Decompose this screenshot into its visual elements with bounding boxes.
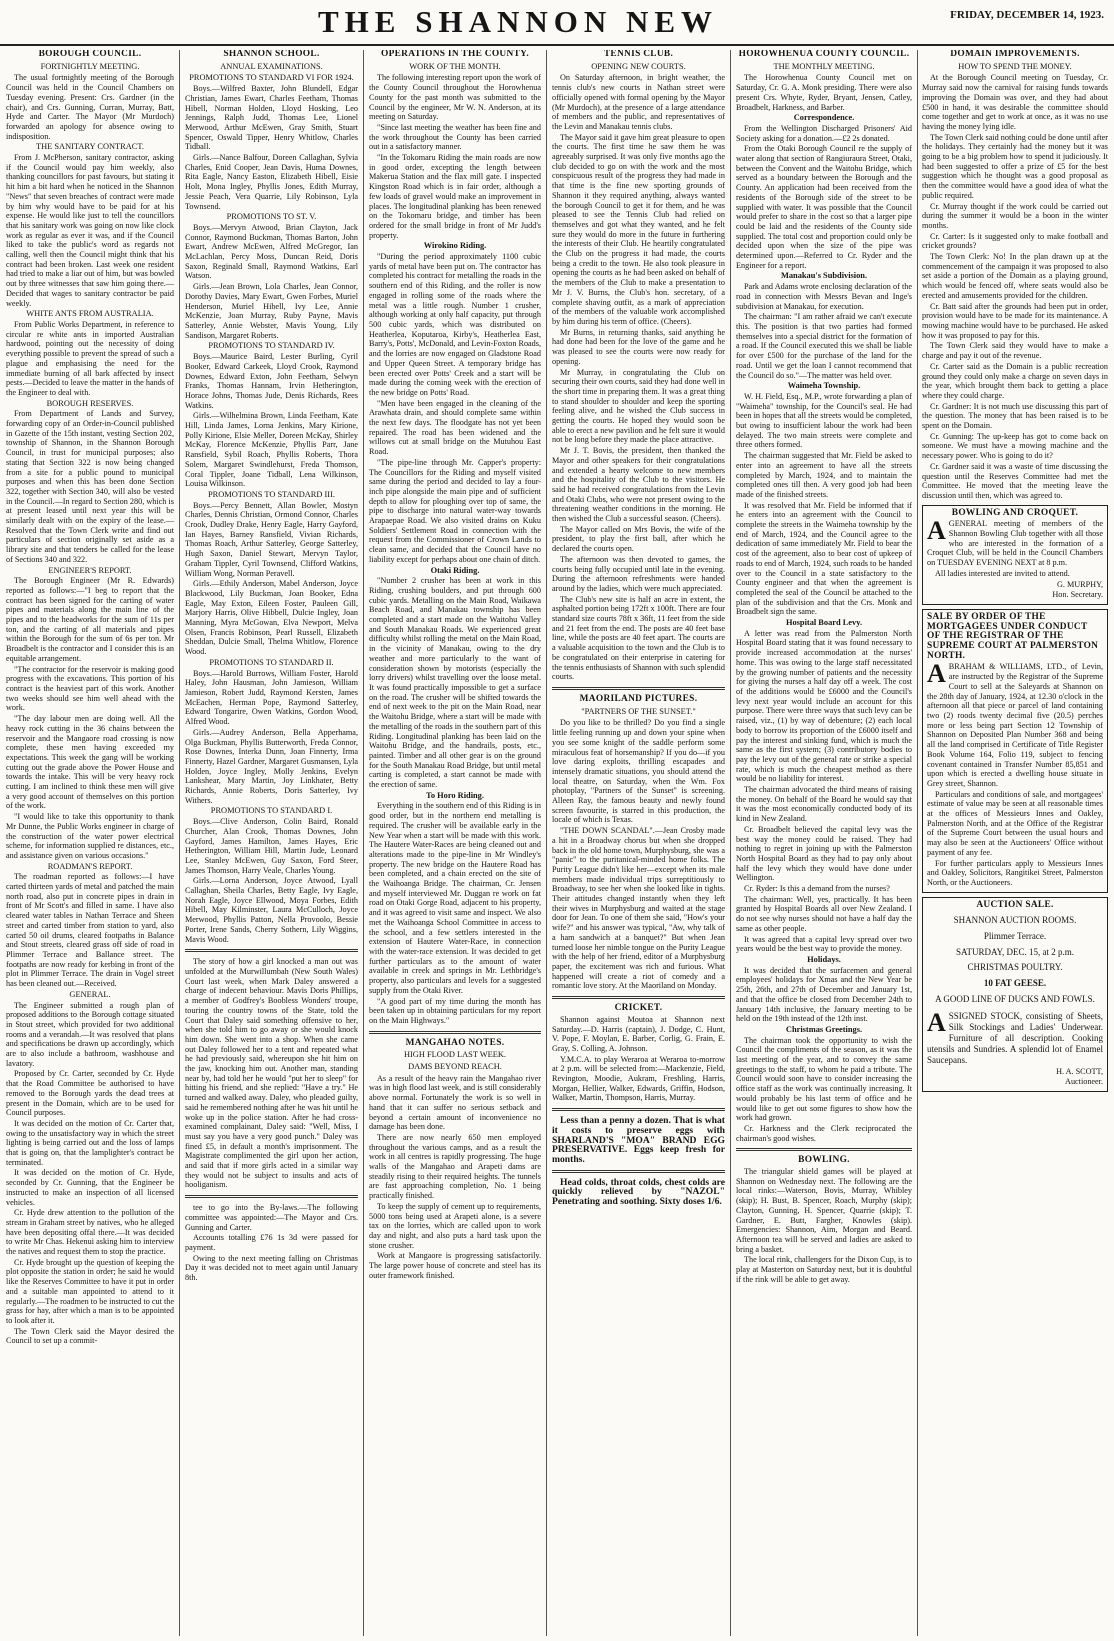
section-heading: Christmas Greetings. xyxy=(785,1024,863,1034)
paragraph: Cr. Gunning: The up-keep has got to come back on someone. We must have a mowing machine and the necessary power. Who is going to do it? xyxy=(922,431,1108,461)
advertisement-auction-sale xyxy=(922,897,1108,1092)
paragraph: At the Borough Council meeting on Tuesday, Cr. Murray said now the carnival for raising funds towards improving the Domain was over, and they had about £500 in hand, it was desirable the committee should come together and get to work at once, as it was no use having the money lying idle. xyxy=(922,73,1108,131)
paragraph: Girls.—Nance Balfour, Doreen Callaghan, Sylvia Charles, Enid Cooper, Jean Davis, Huma Downes, Rita Eagle, Nancy Easton, Elizabeth Hibell, Eisie Holt, Mona Ingley, Phyllis Jones, Edith Murray, Jessie Peach, Vera Quarrie, Lily Robinson, Lyla Townsend. xyxy=(185,153,358,211)
article-subheading: THE MONTHLY MEETING. xyxy=(773,61,875,71)
paragraph: From Department of Lands and Survey, forwarding copy of an Order-in-Council published in Gazette of the 15th instant, vesting Section 202, township of Shannon, in the Shannon Borough Council, in trust for municipal purposes; also stating that Section 322 is now being changed from a site for a public pound to municipal purposes and when this has been done Section 322, together with Section 340, will also be vested in the Council.—In regard to Section 280, which is at present leased until next year this will be similarly dealt with on the expiry of the lease.—Resolved that the Town Clerk write and find out particulars of section originally set aside as a library site and that tenders be called for the lease of Sections 340 and 322. xyxy=(6,409,174,564)
paragraph: "THE DOWN SCANDAL".—Jean Crosby made a hit in a Broadway chorus but when she dropped back in the old home town, Murphysburg, she was a "panic" to the puritanical-minded home folks. The Purity League didn't like her—except when its male members made individual trips surreptitiously to Broadway, to see her when she looked like in tights. Their attitudes changed instantly when they left their wives in Murphysburg and waited at the stage door for Jean. To one of them she said, "How's your wife?" and his answer was typical, "Aw, why talk of a ham sandwich at a banquet?" But when Jean turned loose her nimble tongue on the Purity League with the help of her friend, editor of a Murphysburg paper, the excitement was rich and furious. What happened will create a riot of comedy and a romantic love story. At the Maoriland on Monday. xyxy=(552,826,725,991)
ad-heading: AUCTION SALE. xyxy=(976,899,1054,910)
paragraph: "Since last meeting the weather has been fine and the work throughout the County has been carried out in a satisfactory manner. xyxy=(369,122,541,152)
paragraph: "A good part of my time during the month has been taken up in obtaining particulars for my report on the Main Highways." xyxy=(369,996,541,1025)
paragraph: To keep the supply of cement up to requirements, 5000 tons being used at Arapeti alone, is a severe tax on the lorries, which are called upon to work day and night, and also puts a hard task upon the stone crusher. xyxy=(369,1201,541,1250)
section-heading: PROMOTIONS TO ST. V. xyxy=(226,212,317,222)
paragraph: From Public Works Department, in reference to circular re white ants in imported Australian hardwood, pointing out the necessity of doing everything possible to prevent the spread of such a plague and emphasising the need for the immediate burning of all bark affected by insect pests.—Decided to leave the matter in the hands of the Engineer to deal with. xyxy=(6,319,174,397)
paragraph: The following interesting report upon the work of the County Council throughout the Horowhenua County for the past month was submitted to the Council by the engineer, Mr W. N. Anderson, at its meeting on Saturday. xyxy=(369,73,541,122)
paragraph: It was resolved that Mr. Field be informed that if he enters into an agreement with the Council to complete the streets in the Waimeha township by the end of March, 1924, and the Council agree to the dedication of same immediately Mr. Field to bear the cost of the agreement, also to bear cost of upkeep of roads to end of March, 1924, such roads to be handed over to the Council in a state satisfactory to the County engineer and that when the agreement is completed the seal of the Council be attached to the plan of the subdivision and that the Crs. Monk and Broadbelt sign the same. xyxy=(736,500,912,617)
divider xyxy=(185,1195,358,1198)
section-heading: GENERAL. xyxy=(69,989,111,999)
section-heading: To Horo Riding. xyxy=(426,790,484,800)
article-subheading: OPENING NEW COURTS. xyxy=(591,61,686,71)
paragraph: W. H. Field, Esq., M.P., wrote forwarding a plan of "Waimeha" township, for the Council's seal. He had been in hopes that all the streets would be completed, but owing to insufficient labour the work had been delayed. The two main streets were complete and three others formed. xyxy=(736,391,912,450)
section-heading: Correspondence. xyxy=(793,113,855,123)
section-heading: Otaki Riding. xyxy=(430,565,480,575)
paragraph: Cr. Murray thought if the work could be carried out during the summer it would be a boon in the winter months. xyxy=(922,201,1108,230)
paragraph: "During the period approximately 1100 cubic yards of metal have been put on. The contractor has completed his contract for metalling the roads in the southern end of this Riding, and the roller is now engaged in rolling some of the roads where the metal was a little rough. Number 1 crusher, although working at only half capacity, put through 500 cubic yards, which was distributed on Heatherlea, Koputaroa, Kirby's, Heatherlea East, Barry's, Potts', McDonald, and Levin-Foxton Roads, and the lorries are now engaged on Gladstone Road and Upper Queen Street. A temporary bridge has been erected over Potts' Creek and a start will be made during the coming week with the erection of the new bridge on Potts' Road. xyxy=(369,252,541,397)
ad-line: A GOOD LINE OF DUCKS AND FOWLS. xyxy=(935,993,1095,1004)
ad-signature: H. A. SCOTT, xyxy=(1056,1066,1103,1076)
ad-signature: G. MURPHY, xyxy=(1056,579,1103,589)
ad-line: Plimmer Terrace. xyxy=(983,931,1047,942)
paragraph: tee to go into the By-laws.—The following committee was appointed:—The Mayor and Crs. Gunning and Carter. xyxy=(185,1203,358,1232)
divider xyxy=(369,1031,541,1034)
article-heading: SHANNON SCHOOL. xyxy=(223,50,320,59)
article-subheading: FORTNIGHTLY MEETING. xyxy=(40,61,140,71)
article-subheading: HOW TO SPEND THE MONEY. xyxy=(958,61,1072,71)
paragraph: Shannon against Moutoa at Shannon next Saturday.—D. Harris (captain), J. Dodge, C. Hunt, V. Pope, F. Moylan, E. Barber, Corlig, G. Frain, E. Gray, S. Colling, A. Johnson. xyxy=(552,1014,725,1053)
paragraph: Everything in the southern end of this Riding is in good order, but in the northern end metalling is required. The crusher will be available early in the New Year when a start will be made with this work. The Hautere Water-Races are being cleaned out and alterations made to the pipe-line in Mr Windley's property. The new bridge on the Hautere Road has been completed, and a chain erected on the site of the Waihoanga Bridge. The chairman, Cr. Jensen and myself interviewed Mr. Duggan re work on fat road on Otaki Gorge Road, adjacent to his property, and it was agreed to visit same and inspect. We also met the Waihoanga School Committee in access to the school, and a few settlers interested in the extension of Hautere Water-Race, in connection with the water-race extension. It was decided to get further particulars as to the amount of water available in creek and springs in Mr. Lethbridge's property, also particulars and levels for a suggested supply from the Otaki River. xyxy=(369,801,541,995)
ad-body-text: GENERAL meeting of members of the Shannon Bowling Club together with all those who are interested in the formation of a Croquet Club, will be held in the Council Chambers on TUESDAY EVENING NEXT at 8 p.m. xyxy=(927,519,1103,568)
paragraph: Mr Burns, in returning thanks, said anything he had done had been for the love of the game and he was pleased to see the courts were now ready for opening. xyxy=(552,327,725,366)
ad-body: All ladies interested are invited to attend. xyxy=(935,568,1070,578)
column-shannon-school xyxy=(185,50,358,1636)
paragraph: The Town Clerk said the Mayor desired the Council to set up a commit- xyxy=(6,1326,174,1346)
paragraph: Girls.—Wilhelmina Brown, Linda Feetham, Kate Hill, Linda James, Lorna Jenkins, Mary Kirione, Polly Kirione, Elsie Meller, Doreen McKay, Shirley McKay, Florence McKenzie, Phyllis Parr, Jane Ransfield, Sybil Roach, Phyllis Roberts, Thora Solem, Margaret Swindlehurst, Freda Thomson, Coral Tippler, Joane Tidball, Lena Wilkinson, Louisa Wilkinson. xyxy=(185,411,358,489)
ad-body: For further particulars apply to Messieurs Innes and Oakley, Solicitors, Rangitikei Street, Palmerston North, or the Auctioneers. xyxy=(927,858,1103,887)
divider xyxy=(552,1170,725,1173)
paragraph: A letter was read from the Palmerston North Hospital Board stating that it was found necessary to provide increased accommodation at the nurses' home. This was owing to the large staff necessitated by the growing number of patients and the necessity for giving the nurses a half day off a week. The cost of the additions would be £6000 and the Council's levy next year would include an account for this purpose. There were three ways that such levy can be raised, viz., (1) by way of debenture; (2) each local body to borrow its proportion of the £6000 itself and pay the interest and sinking fund, which is much the same as the first system; (3) contributory bodies to pay the levy out of the general rate or strike a special rate, which is much the cheapest method as there would be no liability for interest. xyxy=(736,628,912,784)
column-domain-and-ads xyxy=(922,50,1108,1636)
paragraph: "The pipe-line through Mr. Capper's property: The Councillors for the Riding and myself visited same during the period and decided to lay a four-inch pipe alongside the main pipe and of sufficient depth to allow for ploughing over top of same, the pipe to discharge into natural water-way towards Arapaepae Road. We also visited drains on Kuku Soldiers' Settlement Road in connection with the request from the Commissioner of Crown Lands to clean same, and decided that the Council have no liability except for perhaps about one chain of ditch. xyxy=(369,457,541,564)
paragraph: The chairman: Well, yes, practically. It has been granted by Hospital Boards all over New Zealand. I do not see why nurses should not have a half day the same as other people. xyxy=(736,894,912,933)
article-subheading: DAMS BEYOND REACH. xyxy=(408,1062,502,1072)
paragraph: Boys.—Maurice Baird, Lester Burling, Cyril Booker, Edward Carkeek, Lloyd Crook, Raymond Downes, Edward Exton, John Feetham, Selwyn Franks, Thomas Hannam, Irvin Hetherington, Horace Johns, Thomas Jude, Denis Richards, Rees Watkins. xyxy=(185,352,358,410)
paragraph: Cr. Harkness and the Clerk reciprocated the chairman's good wishes. xyxy=(736,1123,912,1143)
article-heading: HOROWHENUA COUNTY COUNCIL. xyxy=(738,50,910,59)
paragraph: Mr Murray, in congratulating the Club on securing their own courts, said they had done well in the short time in preparing them. It was a great thing to stand shoulder to shoulder and keep the sporting feeling alive, and he wished the Club success in getting the courts. He hoped they would soon be able to erect a new pavilion and he felt sure it would not be long before they made the place attractive. xyxy=(552,367,725,445)
ad-heading: BOWLING AND CROQUET. xyxy=(951,507,1079,518)
column-county-operations xyxy=(369,50,541,1636)
paragraph: The Mayor said it gave him great pleasure to open the courts. The first time he saw them he was agreeably surprised. It was only five months ago the club decided to go on with the work and the most conspicuous result of the progress they had made in that time is the fine new sporting grounds of Shannon it they required anything, always wanted the borough Council to get it for them, and he was pleased to see the Tennis Club had relied on themselves and got what they wanted, and he felt sure they would do more in the future in furthering the interests of their Club. He heartily congratulated the Club on the progress it had made, the courts being a credit to the town. He also took pleasure in opening the courts as he had been asked on behalf of the members of the Club to make a presentation to Mr J. V. Burns, the Club's hon. secretary, of a complete shaving outfit, as a mark of appreciation of the members of the valuable work accomplished by him during his term of office. (Cheers). xyxy=(552,132,725,326)
paragraph: Cr. Gardner said it was a waste of time discussing the question until the Reserves Committee had met the Committee. He moved that the meeting leave the discussion until then, which was agreed to. xyxy=(922,461,1108,500)
section-heading: Holidays. xyxy=(807,954,841,964)
column-rule xyxy=(730,50,731,1636)
section-heading: PROMOTIONS TO STANDARD I. xyxy=(210,806,333,816)
paragraph: Boys.—Mervyn Atwood, Brian Clayton, Jack Connor, Raymond Buckman, Thomas Barton, John Ewart, Andrew McEwen, Alfred McGregor, Ian McLachlan, Percy Moss, Duncan Reid, Doris Saxon, Reginald Small, Raymond Watkins, Earl Watson. xyxy=(185,222,358,281)
paragraph: Cr. Carter: Is it suggested only to make football and cricket grounds? xyxy=(922,231,1108,251)
divider xyxy=(552,1108,725,1111)
paragraph: Boys.—Clive Anderson, Colin Baird, Ronald Churcher, Alan Crook, Thomas Downes, John Gayford, James Hamilton, James Hayes, Eric Hetherington, William Hill, Martin Jude, Leonard Lee, Stanley McEwen, Guy Saxon, Ford Steer, James Thomson, Harry Veale, Charles Young. xyxy=(185,817,358,875)
paragraph: "The day labour men are doing well. All the heavy rock cutting in the 36 chains between the reservoir and the Mangaore road crossing is now complete, these men having exceeded my expectations. This week the gang will be working cutting out the grade above the Power House and towards the intake. This will be very heavy rock cutting. I am inclined to think these men will give a very good account of themselves on this portion of the work. xyxy=(6,714,174,811)
paragraph: From J. McPherson, sanitary contractor, asking if the Council would pay him weekly, also thanking councillors for past favours, but stating it hit him a bit hard when he noticed in the Shannon "News" that seven breaches of contract were made by him why would have to be paid for at his expense. He would like just to tell the councillors that his sanitary work was going on now like clock work as regular as ever it was, and if the Council liked to take the public's word as regards not calling, well then the Council might think that his contract had been broken. Last week one resident had tried to make a liar out of him, but was bowled out by three witnesses that saw him going there.—Decided that wages to sanitary contractor be paid weekly. xyxy=(6,153,174,308)
ad-signature-title: Hon. Secretary. xyxy=(1052,590,1103,600)
paragraph: Girls.—Audrey Anderson, Bella Apperhama, Olga Buckman, Phyllis Butterworth, Freda Connor, Rose Downes, Interka Dunn, Joan Finnerty, Irma Finnerty, Hazel Gardner, Margaret Gusmansen, Lyla Holden, Joyce Ingley, Molly Jenkins, Evelyn Lankshear, Mary Martin, Joy Linkhater, Betty Richards, Annie Roberts, Doris Satterley, Ivy Withers. xyxy=(185,727,358,805)
section-heading: ROADMAN'S REPORT. xyxy=(47,861,133,871)
divider xyxy=(736,1148,912,1151)
divider xyxy=(185,949,358,952)
advertisement-mortgagee-sale xyxy=(922,609,1108,893)
paragraph: There are now nearly 650 men employed throughout the various camps, and as a result the work in all centres is rapidly progressing. The huge walls of the Mangahao and Arapeti dams are steadily rising to their required heights. The tunnels are fast approaching completion, No. 1 being practically finished. xyxy=(369,1132,541,1201)
ad-body-text: BRAHAM & WILLIAMS, LTD., of Levin, are instructed by the Registrar of the Supreme Court to sell at the Saleyards at Shannon on the 28th day of January, 1924, at 12.30 o'clock in the afternoon all that piece or parcel of land containing two (2) roods twenty decimal five (20.5) perches more or less being part Section 12 Township of Shannon on Deposited Plan Number 368 and being all the land comprised in Certificate of Title Register Book Volume 164, Folio 119, subject to fencing covenant contained in Transfer Number 85,851 and upon which is erected a dwelling house situate in Grey street, Shannon. xyxy=(927,662,1103,788)
section-heading: ENGINEER'S REPORT. xyxy=(48,565,132,575)
paragraph: The story of how a girl knocked a man out was unfolded at the Murwillumbah (New South Wales) Court last week, when Mark Daley answered a charge of indecent behaviour. Mavis Doris Phillips, a member of Godfrey's Boobless Wonders' troupe, touring the country towns of the State, told the Court that Daley said something offensive to her, when she told him to go away or she would knock him down. She went into a shop. When she came out Daley followed her to a tent and repeated what he had previously said, whereupon she hit him on the jaw, knocking him out. Another man, standing near by, had told her he would "put her to sleep" for hitting his friend, and she replied: "Have a try." He turned and walked away. Daley, who pleaded guilty, said he remembered nothing after he was hit until he woke up in the police station. After he had cross-examined complainant, Daley said: "Well, Miss, I must say you have a very good punch." Daley was fined £5, in default a month's imprisonment. The Magistrate complimented the girl upon her action, and said that if more girls acted in a similar way they would not be subject to insults and acts of hooliganism. xyxy=(185,957,358,1190)
article-heading: MAORILAND PICTURES. xyxy=(579,694,698,704)
paragraph: The Borough Engineer (Mr R. Edwards) reported as follows:—"I beg to report that the contract has been signed for the carting of water pipes and materials along the main line of the pipes and to the headworks for the sum of 11s per ton, and the carting of all materials and pipes within the Borough for the sum of 6s per ton. Mr Broadbelt is the contractor and I consider this is an equitable arrangement. xyxy=(6,576,174,663)
advertisement-egg-preservative: Less than a penny a dozen. That is what it costs to preserve eggs with SHARLAND'S "MOA" BRAND EGG PRESERVATIVE. Eggs keep fresh for months. xyxy=(552,1115,725,1165)
dropcap-letter: A xyxy=(927,516,946,546)
ad-signature-title: Auctioneer. xyxy=(1065,1077,1103,1087)
paragraph: "The contractor for the reservoir is making good progress with the excavations. This portion of his contract is the heaviest part of this work. Another two weeks should see him well ahead with the work. xyxy=(6,664,174,713)
paragraph: Cr. Ryder: Is this a demand from the nurses? xyxy=(744,884,890,894)
ad-line: CHRISTMAS POULTRY. xyxy=(967,962,1063,973)
section-heading: PROMOTIONS TO STANDARD VI FOR 1924. xyxy=(189,73,354,83)
section-heading: Wirokino Riding. xyxy=(423,241,487,251)
paragraph: The local rink, challengers for the Dixon Cup, is to play at Masterton on Saturday next, but it is doubtful if the rink will be able to get away. xyxy=(736,1255,912,1284)
paragraph: Accounts totalling £76 1s 3d were passed for payment. xyxy=(185,1233,358,1252)
article-heading: BOWLING. xyxy=(798,1155,850,1166)
paragraph: It was decided on the motion of Cr. Carter that, owing to the unsatisfactory way in which the street lighting is being carried out and the loss of lamps that is going on, that the lamplighter's contract be terminated. xyxy=(6,1118,174,1167)
paragraph: The usual fortnightly meeting of the Borough Council was held in the Council Chambers on Tuesday evening. Present: Crs. Gardner (in the chair), and Crs. Gunning, Curran, Murray, Batt, Hyde and Carter. The Mayor (Mr Murdoch) forwarded an apology for absence owing to indisposition. xyxy=(6,73,174,141)
section-heading: Waimeha Township. xyxy=(787,381,861,391)
paragraph: The Town Clerk said they would have to make a charge and pay it out of the revenue. xyxy=(922,341,1108,361)
paragraph: Cr. Batt said after the grounds had been put in order, provision would have to be made for its maintenance. A mowing machine would have to be purchased. He asked how it was proposed to pay for this. xyxy=(922,301,1108,340)
section-heading: THE SANITARY CONTRACT. xyxy=(36,142,144,152)
paragraph: Boys.—Percy Bennett, Allan Bowler, Mostyn Charles, Dennis Christian, Ormond Connor, Charles Crook, Dudley Drake, Henry Eagle, Harry Gayford, Ian Hayes, Barney Ransfield, Vivian Richards, Thomas Roach, Arthur Satterley, George Satterley, Hugh Saxon, Daniel Stewart, Mervyn Taylor, Graham Tippler, Cyril Townsend, Clifford Watkins, William Wong, Norman Peravell. xyxy=(185,500,358,578)
issue-date: FRIDAY, DECEMBER 14, 1923. xyxy=(950,9,1104,21)
dropcap-letter: A xyxy=(927,1007,946,1037)
paragraph: Cr. Hyde brought up the question of keeping the plot opposite the station in order; he said he would like the Reserves Committee to have it put in order and a suitable man appointed to attend to it regularly.—The roadmen to be instructed to cut the grass for hay, after which a man is to be appointed to look after it. xyxy=(6,1257,174,1325)
section-heading: PROMOTIONS TO STANDARD III. xyxy=(208,489,335,499)
article-subheading: ANNUAL EXAMINATIONS. xyxy=(220,61,323,71)
ad-body xyxy=(927,516,1103,568)
paragraph: The Town Clerk said nothing could be done until after the holidays. They certainly had the money but it was going to be a big problem how to spend it judiciously. It had been suggested to offer a prize of £5 for the best suggestion which he thought was a good proposal as then the committee would have a good idea of what the public required. xyxy=(922,132,1108,200)
ad-line: SHANNON AUCTION ROOMS. xyxy=(953,915,1077,926)
ad-line: 10 FAT GEESE. xyxy=(983,978,1047,989)
ad-body: Particulars and conditions of sale, and mortgagees' estimate of value may be seen at all reasonable times at the offices of Messieurs Innes and Oakley, Palmerston North, and at the Office of the Registrar of the Supreme Court between the usual hours and may also be seen at the Auctioneers' Office without payment of any fee. xyxy=(927,789,1103,857)
paragraph: Cr. Gardner: It is not much use discussing this part of the question. The money that has been raised is to be spent on the Domain. xyxy=(922,401,1108,431)
column-rule xyxy=(546,50,547,1636)
section-heading: PROMOTIONS TO STANDARD IV. xyxy=(208,341,335,351)
section-heading: PROMOTIONS TO STANDARD II. xyxy=(209,657,334,667)
article-heading: MANGAHAO NOTES. xyxy=(405,1037,505,1048)
paragraph: The chairman advocated the third means of raising the money. On behalf of the Board he would say that it was the most economically conducted body of its kind in New Zealand. xyxy=(736,785,912,824)
paragraph: Cr. Hyde drew attention to the pollution of the stream in Graham street by natives, who he alleged have been depositing offal there.—It was decided to write Mr Chas. Hekenui asking him to interview the natives and request them to stop the practice. xyxy=(6,1208,174,1257)
paragraph: Girls.—Jean Brown, Lola Charles, Jean Connor, Dorothy Davies, Mary Ewart, Gwen Forbes, Muriel Henderson, Muriel Hibell, Ivy Lee, Annie McKenzie, Joan Murray, Ruby Payne, Mavis Satterley, Annie Webster, Mavis Young, Lily Sandison, Margaret Roberts. xyxy=(185,282,358,340)
paragraph: Proposed by Cr. Carter, seconded by Cr. Hyde that the Road Committee be authorised to have removed to the Borough yards the dead trees at present in the Domain, which are to be used for Council purposes. xyxy=(6,1069,174,1118)
paragraph: On Saturday afternoon, in bright weather, the tennis club's new courts in Nathan street were officially opened with formal opening by the Mayor (Mr Murdoch), at the presence of a large attendance of members and the public, and representatives of the Levin and Manakau tennis clubs. xyxy=(552,73,725,131)
paragraph: As a result of the heavy rain the Mangahao river was in high flood last week, and is still considerably above normal. Fortunately the work is so well in hand that it can suffer no serious setback and beyond a certain amount of inconvenience no damage has been done. xyxy=(369,1073,541,1132)
paragraph: The Club's new site is half an acre in extent, the asphalted portion being 172ft x 100ft. There are four standard size courts 78ft x 36ft, 11 feet from the side and 21 feet from the end. The posts are 40 feet base line, while the posts are 40 feet apart. The courts are a valuable acquisition to the town and the Club is to be congratulated on their enterprise in catering for the tennis enthusiasts of Shannon with such splendid courts. xyxy=(552,594,725,682)
paragraph: The chairman took the opportunity to wish the Council the compliments of the season, as it was the last meeting of the year, and to convey the same greetings to the staff, to whom he paid a tribute. The Council would soon have to consider increasing the office staff as the work was continually increasing. It would probably be his last term of office and he would like to get out some figures to show how the work had grown. xyxy=(736,1035,912,1123)
masthead xyxy=(0,0,1114,46)
paragraph: The Horowhenua County Council met on Saturday, Cr. G. A. Monk presiding. There were also present Crs. Whyte, Ryder, Bryant, Jensen, Catley, Broadbelt, Harkness, and Barber. xyxy=(736,73,912,112)
paragraph: It was decided that the surfacemen and general employees' holidays for Xmas and the New Year be 25th, 26th, and 27th of December and January 1st, and that the office be closed from December 24th to January 14th inclusive, the January meeting to be held on the 19th instead of the 12th inst. xyxy=(736,965,912,1024)
paragraph: The Town Clerk: No! In the plan drawn up at the commencement of the campaign it was proposed to also set aside a portion of the Domain as a playing ground, which would be fenced off, where seats would also be erected and amusements provided for the children. xyxy=(922,252,1108,300)
article-heading: BOROUGH COUNCIL. xyxy=(38,50,142,59)
paragraph: From the Otaki Borough Council re the supply of water along that section of Rangiuraura Street, Otaki, between the Convent and the Waitohu Bridge, which served as a boundary between the Borough and the County. An application had been received from the residents of the Borough side of the street to be supplied with water. It was possible that the Council would prefer to share in the cost so that a larger pipe could be laid and the residents of the County side supplied. The total cost and proportion could only be decided upon when the size of the pipe was determined upon.—Referred to Cr. Ryder and the Engineer for a report. xyxy=(736,144,912,270)
paragraph: Mr J. T. Bovis, the president, then thanked the Mayor and other speakers for their congratulations and extended a hearty welcome to new members and the hospitality of the Club to the visitors. He said he had received congratulations from the Levin and Otaki Clubs, who were not present owing to the threatening weather conditions in the morning. He then wished the Club a successful season. (Cheers). xyxy=(552,446,725,524)
column-borough-council xyxy=(6,50,174,1636)
column-county-council xyxy=(736,50,912,1636)
ad-heading: SALE BY ORDER OF THE MORTGAGEES UNDER CONDUCT OF THE REGISTRAR OF THE SUPREME COURT AT PALMERSTON NORTH. xyxy=(927,611,1099,661)
advertisement-bowling-croquet xyxy=(922,505,1108,605)
section-heading: BOROUGH RESERVES. xyxy=(46,398,134,408)
paragraph: It was decided on the motion of Cr. Hyde, seconded by Cr. Gunning, that the Engineer be instructed to make an inspection of all licensed vehicles. xyxy=(6,1168,174,1207)
divider xyxy=(552,996,725,999)
section-heading: WHITE ANTS FROM AUSTRALIA. xyxy=(26,309,154,319)
article-heading: TENNIS CLUB. xyxy=(603,50,674,59)
paragraph: Girls.—Ethily Anderson, Mabel Anderson, Joyce Blackwood, Lily Buckman, Joan Booker, Edna Eagle, May Exton, Eileen Foster, Pauleen Gill, Marjory Harris, Olive Hibbell, Dulcie Ingley, Joan Manning, Myra McGowan, Elva Newport, Melva Olsen, Francis Robinson, Pearl Russell, Elizabeth Sheddan, Dulcie Small, Thelma Whitlow, Florence Wood. xyxy=(185,579,358,657)
ad-body xyxy=(927,1007,1103,1066)
paragraph: Cr. Carter said as the Domain is a public recreation ground they could only make a charge on seven days in the year, which brought them back to getting a place where they could charge. xyxy=(922,361,1108,400)
ad-body-text: SSIGNED STOCK, consisting of Sheets, Silk Stockings and Ladies' Underwear. Furniture of all description. Cooking utensils and Sundries. A splendid lot of Enamel Saucepans. xyxy=(927,1010,1103,1065)
paragraph: Girls.—Lorna Anderson, Joyce Atwood, Lyall Callaghan, Sheila Charles, Betty Eagle, Ivy Eagle, Norah Eagle, Joyce Ellwood, Moya Forbes, Edith Hibell, May Kilminster, Laura McCulloch, Joyce Merwood, Phyllis Patton, Nella Provoolo, Bessie Porter, Irene Sands, Cherry Sothern, Lily Wiggins, Mavis Wood. xyxy=(185,876,358,944)
paragraph: "Men have been engaged in the cleaning of the Arawhata drain, and should complete same within the next few days. The floodgate has not yet been repaired. The road has been widened and the willows cut at small bridge on the Mutuhou East Road. xyxy=(369,398,541,457)
article-heading: CRICKET. xyxy=(614,1003,663,1014)
paragraph: "In the Tokomaru Riding the main roads are now in good order, excepting the length between Makerua Station and the flax mill gate. I inspected Kingston Road which is in fair order, although a few loads of gravel would make an improvement in places. The longitudinal planking has been renewed on the Tokomaru bridge, and timber has been ordered for the small bridge in front of Mr Judd's property. xyxy=(369,153,541,240)
paragraph: The Mayor called on Mrs Bovis, the wife of the president, to play the first ball, after which he declared the courts open. xyxy=(552,524,725,554)
newspaper-title: THE SHANNON NEW xyxy=(318,4,719,39)
article-subheading: "PARTNERS OF THE SUNSET." xyxy=(581,706,696,716)
dropcap-letter: A xyxy=(927,659,946,689)
paragraph: The chairman: "I am rather afraid we can't execute this. The position is that two parties had formed themselves into a special district for the formation of a road. If the Council executed this we shall be liable for over £500 for the purchase of the land for the road. Until we get the loan I cannot recommend that the Council do so."—The matter was held over. xyxy=(736,312,912,380)
paragraph: Y.M.C.A. to play Weraroa at Weraroa to-morrow at 2 p.m. will be selected from:—Mackenzie, Field, Revington, Moodie, Aukram, Freshling, Harris, Morgan, Hellier, Walker, Edwards, Griffin, Hodson, Walker, Martin, Thompson, Harris, Murray. xyxy=(552,1054,725,1103)
article-subheading: HIGH FLOOD LAST WEEK. xyxy=(403,1050,507,1060)
paragraph: The roadman reported as follows:—I have carted thirteen yards of metal and patched the main north road, also put in concrete pipes in drain in front of Mr Scott's and filled in same. I have also cleared water tables in Nathan Terrace and Sheen street and carted timber from station to yard, also carted 50 oil drums, cleared footpaths in Balance and Stout streets, cleared grass off side of road in Plimmer Terrace and Ballance street. The footpaths are now ready for kerbing in front of the plot in Plimmer Terrace. The drain in Vogel street has been cleaned out.—Received. xyxy=(6,872,174,989)
paragraph: Do you like to be thrilled? Do you find a single little feeling running up and down your spine when you see some knight of the saddle perform some miraculous feat of horsemanship? If you do—if you love daring exploits, thrilling escapades and intensely dramatic situations, you should attend the local theatre, on Saturday, when the Wm. Fox photoplay, "Partners of the Sunset" is screening. Alleen Ray, the famous beauty and newly found screen favourite, is starred in this production, the locale of which is Texas. xyxy=(552,718,725,825)
section-heading: Manakau's Subdivision. xyxy=(780,271,868,281)
article-heading: OPERATIONS IN THE COUNTY. xyxy=(381,50,529,59)
column-rule xyxy=(917,50,918,1636)
column-rule xyxy=(179,50,180,1636)
paragraph: "Number 2 crusher has been at work in this Riding, crushing boulders, and put through 600 cubic yards. Metalling on the Main Road, Waikawa Beach Road, and Manakau township has been completed and a start made on the Waitohu Valley and South Manakau Roads. We experienced great difficulty whilst rolling the metal on the Main Road, in the vicinity of Manakau, owing to the dry weather and more particularly to the want of consideration shown by motorists (especially the lorry drivers) whilst travelling over the loose metal. It was found practically impossible to get a surface on the road. The crusher will be shifted towards the end of next week to the pit on the Main Road, near the Waitohu Bridge, where a start will be made with the metalling of the roads in the southern part of this Riding. Longitudinal planking has been laid on the Waitohu Bridge, and the handrails, posts, etc., painted. Timber and all other gear is on the ground for the South Manakau Road Bridge, but until metal carting is completed, a start cannot be made with the erection of same. xyxy=(369,576,541,790)
paragraph: It was agreed that a capital levy spread over two years would be the best way to provide the money. xyxy=(736,934,912,954)
paragraph: From the Wellington Discharged Prisoners' Aid Society asking for a donation.—£2 2s donated. xyxy=(736,123,912,143)
paragraph: The triangular shield games will be played at Shannon on Wednesday next. The following are the local rinks:—Waterson, Bovis, Murray, Whibley (skip); H. Bust, B. Spencer, Roach, Murphy (skip); Clayton, Gunning, H. Spencer, Quarrie (skip); T. Gardner, E. Butt, Fargher, Knowles (skip). Emergencies: Shannon, Aim, Morgan and Beard. Afternoon tea will be served and ladies are asked to bring a basket. xyxy=(736,1167,912,1254)
divider xyxy=(552,687,725,690)
paragraph: The afternoon was then devoted to games, the courts being fully occupied until late in the evening. During the afternoon refreshments were handed around by the ladies, which were much appreciated. xyxy=(552,554,725,593)
paragraph: Boys.—Wilfred Baxter, John Blundell, Edgar Christian, James Ewart, Charles Feetham, Thomas Hibell, Norman Holden, Lloyd Hosking, Leo Jennings, Ralph Judd, Thomas Lee, Lionel Merwood, Arthur McEwen, Gray Smith, Stuart Spencer, Oswald Tipper, Henry Whitlow, Charles Tidball. xyxy=(185,84,358,152)
article-heading: DOMAIN IMPROVEMENTS. xyxy=(950,50,1080,59)
paragraph: Boys.—Harold Burrows, William Foster, Harold Haley, John Hausman, John Jamieson, William Jamieson, Robert Judd, Raymond Kersten, James McEachen, Herman Pope, Raymond Satterley, Edward Tongarire, Owen Watkins, Gordon Wood, Alfred Wood. xyxy=(185,668,358,727)
ad-line: SATURDAY, DEC. 15, at 2 p.m. xyxy=(955,946,1074,957)
section-heading: Hospital Board Levy. xyxy=(785,618,863,628)
paragraph: The Engineer submitted a rough plan of proposed additions to the Borough cottage situated in Stout street, which provided for two additional rooms and a verandah.—It was resolved that plans and specifications be drawn up accordingly, which are to also include a bathroom, washhouse and lavatory. xyxy=(6,1000,174,1068)
advertisement-nazol: Head colds, throat colds, chest colds are quickly relieved by "NAZOL" Penetrating and soothing. Sixty doses 1/6. xyxy=(552,1176,725,1208)
ad-body xyxy=(927,659,1103,788)
paragraph: "I would like to take this opportunity to thank Mr Dunne, the Public Works engineer in charge of the construction of the water power electrical scheme, for information supplied re distances, etc., and assistance given on various occasions." xyxy=(6,812,174,860)
paragraph: Park and Adams wrote enclosing declaration of the road in connection with Messrs Bevan and Inge's subdivision at Manakau, for execution. xyxy=(736,282,912,311)
column-tennis-club xyxy=(552,50,725,1636)
paragraph: The chairman suggested that Mr. Field be asked to enter into an agreement to have all the streets completed by March, 1924, and to maintain the completed ones till then. A very good job had been made of the finished streets. xyxy=(736,451,912,499)
paragraph: Cr. Broadbelt believed the capital levy was the best way the money could be raised. They had nothing to regret in joining up with the Palmerston North Hospital Board as they had to pay only about half the levy which they would have done under Wellington. xyxy=(736,824,912,883)
article-subheading: WORK OF THE MONTH. xyxy=(409,61,501,71)
column-rule xyxy=(363,50,364,1636)
paragraph: Owing to the next meeting falling on Christmas Day it was decided not to meet again until January 8th. xyxy=(185,1253,358,1283)
paragraph: Work at Mangaore is progressing satisfactorily. The large power house of concrete and steel has its outer framework finished. xyxy=(369,1251,541,1280)
